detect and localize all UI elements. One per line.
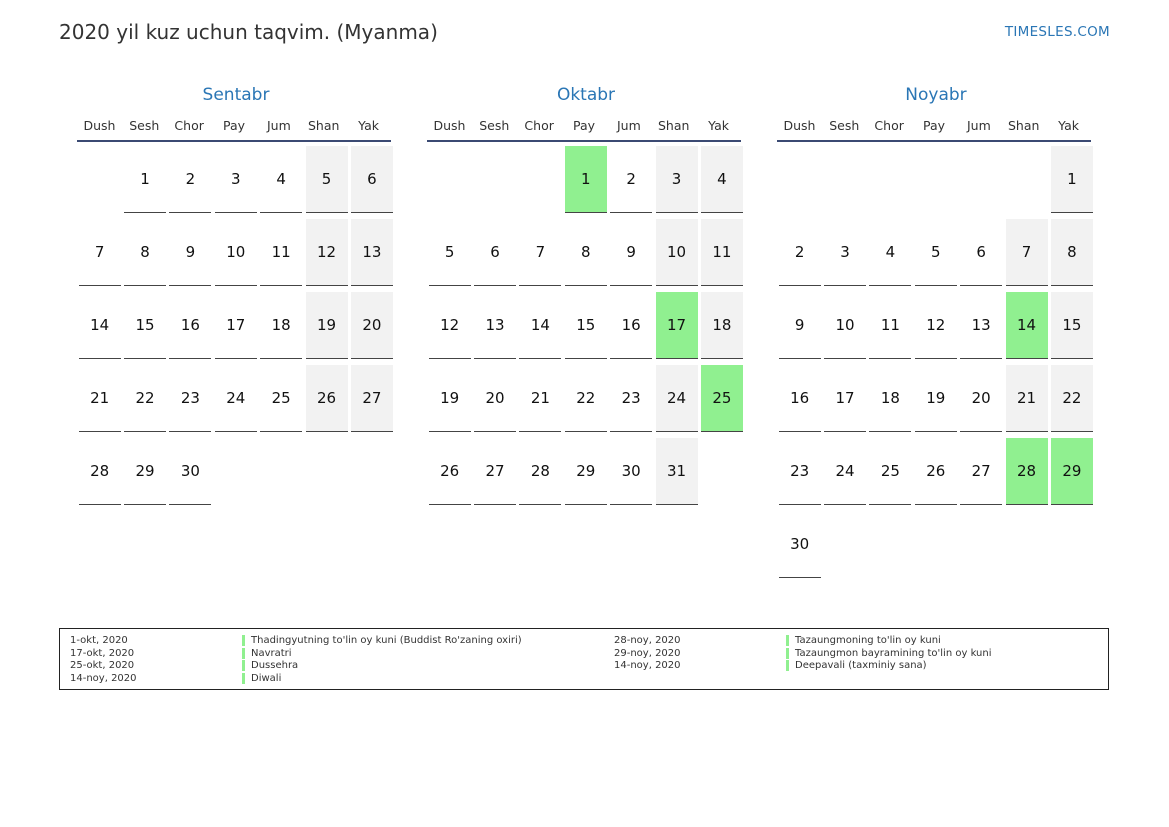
weekday-label: Shan [308, 118, 340, 133]
day-cell[interactable]: 16 [779, 365, 821, 432]
day-cell[interactable]: 15 [1051, 292, 1093, 359]
weekday-label: Chor [524, 118, 554, 133]
legend-date: 17-okt, 2020 [70, 647, 135, 659]
day-cell[interactable]: 16 [610, 292, 652, 359]
weekday-label: Yak [358, 118, 379, 133]
site-link[interactable]: TIMESLES.COM [1004, 24, 1110, 40]
empty-cell [1051, 511, 1093, 578]
day-cell[interactable]: 11 [260, 219, 302, 286]
empty-cell [779, 146, 821, 213]
week-row [77, 146, 395, 219]
day-cell[interactable]: 30 [169, 438, 211, 505]
day-cell[interactable]: 24 [215, 365, 257, 432]
day-cell[interactable]: 14 [79, 292, 121, 359]
month-title: Oktabr [556, 85, 616, 105]
day-cell[interactable]: 21 [1006, 365, 1048, 432]
weekday-header [427, 116, 741, 142]
week-row [777, 219, 1095, 292]
legend-row [70, 648, 522, 661]
day-cell[interactable]: 30 [779, 511, 821, 578]
week-row [427, 146, 745, 219]
weekday-label: Dush [783, 118, 816, 133]
day-cell[interactable]: 18 [869, 365, 911, 432]
week-row [427, 292, 745, 365]
day-cell[interactable]: 21 [79, 365, 121, 432]
empty-cell [260, 438, 302, 505]
day-cell[interactable]: 29 [565, 438, 607, 505]
day-cell[interactable]: 24 [656, 365, 698, 432]
empty-cell [215, 438, 257, 505]
week-row [777, 292, 1095, 365]
month-1 [427, 84, 745, 511]
week-row [77, 292, 395, 365]
holiday-day-cell[interactable]: 14 [1006, 292, 1048, 359]
day-cell[interactable]: 28 [79, 438, 121, 505]
day-cell[interactable]: 4 [260, 146, 302, 213]
day-cell[interactable]: 15 [124, 292, 166, 359]
weekday-label: Dush [433, 118, 466, 133]
page-title: 2020 yil kuz uchun taqvim. (Myanma) [59, 20, 438, 44]
month-2 [777, 84, 1095, 584]
legend-row [614, 635, 992, 648]
legend-holiday-name: Dussehra [242, 660, 298, 671]
empty-cell [824, 511, 866, 578]
day-cell[interactable]: 26 [306, 365, 348, 432]
day-cell[interactable]: 2 [779, 219, 821, 286]
day-cell[interactable]: 15 [565, 292, 607, 359]
empty-cell [79, 146, 121, 213]
holiday-legend [59, 628, 1109, 690]
day-cell[interactable]: 19 [306, 292, 348, 359]
day-cell[interactable]: 17 [824, 365, 866, 432]
day-cell[interactable]: 26 [915, 438, 957, 505]
day-cell[interactable]: 6 [474, 219, 516, 286]
month-title: Sentabr [202, 85, 270, 105]
day-cell[interactable]: 10 [656, 219, 698, 286]
weekday-label: Yak [1058, 118, 1079, 133]
legend-row [70, 635, 522, 648]
legend-date: 14-noy, 2020 [614, 660, 681, 671]
day-grid [427, 146, 745, 511]
day-cell[interactable]: 30 [610, 438, 652, 505]
legend-date: 25-okt, 2020 [70, 660, 135, 671]
weekday-label: Jum [966, 118, 991, 133]
empty-cell [1006, 146, 1048, 213]
legend-holiday-name: Deepavali (taxminiy sana) [786, 660, 927, 671]
legend-row [70, 673, 522, 686]
weekday-label: Pay [922, 118, 946, 133]
day-cell[interactable]: 28 [519, 438, 561, 505]
legend-row [614, 660, 992, 673]
day-cell[interactable]: 27 [960, 438, 1002, 505]
weekday-label: Chor [174, 118, 204, 133]
day-cell[interactable]: 7 [1006, 219, 1048, 286]
legend-date: 28-noy, 2020 [614, 635, 681, 646]
day-cell[interactable]: 11 [701, 219, 743, 286]
legend-holiday-name: Tazaungmoning to'lin oy kuni [786, 635, 941, 646]
week-row [777, 438, 1095, 511]
empty-cell [869, 511, 911, 578]
empty-cell [306, 438, 348, 505]
weekday-label: Jum [266, 118, 291, 133]
week-row [777, 146, 1095, 219]
day-cell[interactable]: 20 [474, 365, 516, 432]
holiday-day-cell[interactable]: 29 [1051, 438, 1093, 505]
day-cell[interactable]: 20 [960, 365, 1002, 432]
week-row [777, 511, 1095, 584]
day-cell[interactable]: 11 [869, 292, 911, 359]
weekday-header [77, 116, 391, 142]
day-cell[interactable]: 29 [124, 438, 166, 505]
day-cell[interactable]: 23 [169, 365, 211, 432]
weekday-label: Pay [222, 118, 246, 133]
day-cell[interactable]: 13 [960, 292, 1002, 359]
legend-row [614, 648, 992, 661]
weekday-label: Jum [616, 118, 641, 133]
week-row [77, 365, 395, 438]
empty-cell [960, 511, 1002, 578]
day-cell[interactable]: 27 [351, 365, 393, 432]
day-cell[interactable]: 24 [824, 438, 866, 505]
day-cell[interactable]: 22 [1051, 365, 1093, 432]
day-cell[interactable]: 6 [960, 219, 1002, 286]
day-cell[interactable]: 26 [429, 438, 471, 505]
legend-holiday-name: Thadingyutning to'lin oy kuni (Buddist Ro'zaning oxiri) [242, 635, 522, 646]
empty-cell [701, 438, 743, 505]
week-row [427, 365, 745, 438]
weekday-header [777, 116, 1091, 142]
weekday-label: Shan [1008, 118, 1040, 133]
week-row [77, 438, 395, 511]
day-cell[interactable]: 12 [429, 292, 471, 359]
weekday-label: Sesh [479, 118, 510, 133]
empty-cell [429, 146, 471, 213]
week-row [427, 219, 745, 292]
day-cell[interactable]: 8 [124, 219, 166, 286]
day-cell[interactable]: 14 [519, 292, 561, 359]
day-cell[interactable]: 5 [306, 146, 348, 213]
day-cell[interactable]: 3 [656, 146, 698, 213]
legend-date: 1-okt, 2020 [70, 635, 128, 646]
day-cell[interactable]: 1 [1051, 146, 1093, 213]
legend-holiday-name: Diwali [242, 673, 281, 684]
legend-date: 14-noy, 2020 [70, 672, 137, 684]
week-row [427, 438, 745, 511]
day-cell[interactable]: 1 [124, 146, 166, 213]
day-cell[interactable]: 22 [565, 365, 607, 432]
day-cell[interactable]: 5 [915, 219, 957, 286]
empty-cell [1006, 511, 1048, 578]
day-cell[interactable]: 9 [169, 219, 211, 286]
legend-row [70, 660, 522, 673]
day-cell[interactable]: 19 [915, 365, 957, 432]
day-cell[interactable]: 4 [701, 146, 743, 213]
day-cell[interactable]: 6 [351, 146, 393, 213]
weekday-label: Chor [874, 118, 904, 133]
weekday-label: Yak [708, 118, 729, 133]
day-cell[interactable]: 10 [824, 292, 866, 359]
day-cell[interactable]: 3 [824, 219, 866, 286]
weekday-label: Pay [572, 118, 596, 133]
day-cell[interactable]: 18 [260, 292, 302, 359]
day-cell[interactable]: 12 [306, 219, 348, 286]
day-cell[interactable]: 23 [779, 438, 821, 505]
empty-cell [474, 146, 516, 213]
day-cell[interactable]: 25 [869, 438, 911, 505]
day-cell[interactable]: 27 [474, 438, 516, 505]
holiday-day-cell[interactable]: 25 [701, 365, 743, 432]
day-cell[interactable]: 7 [79, 219, 121, 286]
day-cell[interactable]: 20 [351, 292, 393, 359]
empty-cell [869, 146, 911, 213]
day-cell[interactable]: 4 [869, 219, 911, 286]
weekday-label: Sesh [129, 118, 160, 133]
empty-cell [519, 146, 561, 213]
week-row [77, 219, 395, 292]
day-cell[interactable]: 31 [656, 438, 698, 505]
day-cell[interactable]: 18 [701, 292, 743, 359]
day-cell[interactable]: 16 [169, 292, 211, 359]
day-cell[interactable]: 13 [474, 292, 516, 359]
empty-cell [824, 146, 866, 213]
day-cell[interactable]: 13 [351, 219, 393, 286]
month-title: Noyabr [905, 85, 967, 105]
weekday-label: Dush [83, 118, 116, 133]
day-cell[interactable]: 8 [1051, 219, 1093, 286]
holiday-day-cell[interactable]: 17 [656, 292, 698, 359]
day-cell[interactable]: 7 [519, 219, 561, 286]
holiday-day-cell[interactable]: 28 [1006, 438, 1048, 505]
holiday-day-cell[interactable]: 1 [565, 146, 607, 213]
empty-cell [915, 146, 957, 213]
day-cell[interactable]: 12 [915, 292, 957, 359]
day-cell[interactable]: 9 [779, 292, 821, 359]
weekday-label: Sesh [829, 118, 860, 133]
day-grid [777, 146, 1095, 584]
legend-holiday-name: Navratri [242, 648, 292, 659]
empty-cell [915, 511, 957, 578]
day-cell[interactable]: 9 [610, 219, 652, 286]
day-cell[interactable]: 10 [215, 219, 257, 286]
legend-column-right [614, 635, 992, 673]
weekday-label: Shan [658, 118, 690, 133]
day-cell[interactable]: 17 [215, 292, 257, 359]
legend-date: 29-noy, 2020 [614, 647, 681, 659]
empty-cell [960, 146, 1002, 213]
day-cell[interactable]: 2 [610, 146, 652, 213]
legend-column-left [70, 635, 522, 685]
day-cell[interactable]: 19 [429, 365, 471, 432]
day-cell[interactable]: 25 [260, 365, 302, 432]
day-cell[interactable]: 22 [124, 365, 166, 432]
day-cell[interactable]: 3 [215, 146, 257, 213]
week-row [777, 365, 1095, 438]
day-cell[interactable]: 8 [565, 219, 607, 286]
day-cell[interactable]: 21 [519, 365, 561, 432]
day-cell[interactable]: 5 [429, 219, 471, 286]
legend-holiday-name: Tazaungmon bayramining to'lin oy kuni [786, 648, 992, 659]
month-0 [77, 84, 395, 511]
day-grid [77, 146, 395, 511]
day-cell[interactable]: 23 [610, 365, 652, 432]
empty-cell [351, 438, 393, 505]
day-cell[interactable]: 2 [169, 146, 211, 213]
